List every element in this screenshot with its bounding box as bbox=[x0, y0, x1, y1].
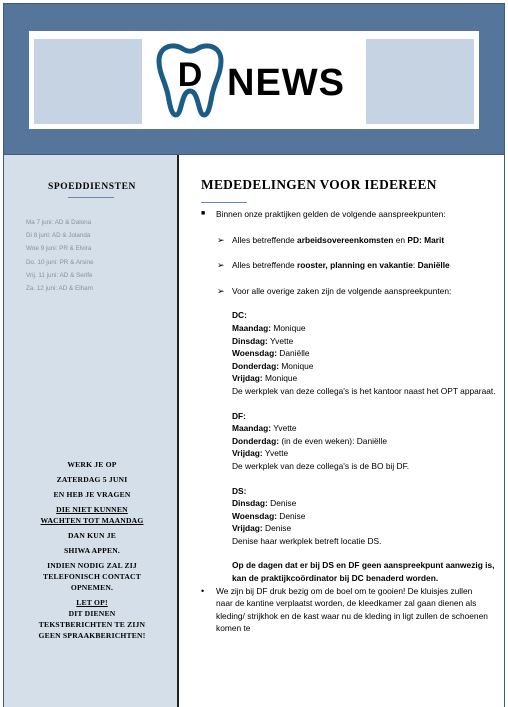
notice-line: ZATERDAG 5 JUNI bbox=[56, 475, 128, 484]
list-item bbox=[179, 259, 499, 272]
workplace-note: De werkplek van deze collega's is de BO bij DF. bbox=[232, 460, 410, 471]
day-label: Dinsdag: bbox=[232, 498, 268, 509]
day-label: Donderdag: bbox=[232, 360, 279, 371]
item-bold: PD: Marit bbox=[407, 234, 445, 245]
location-label: DC: bbox=[232, 310, 247, 321]
duty-item: Vrij. 11 juni: AD & Serife bbox=[26, 271, 93, 279]
item-text: Voor alle overige zaken zijn de volgende aanspreekpunten: bbox=[232, 285, 452, 296]
notice-warning: LET OP! bbox=[76, 598, 108, 607]
day-label: Dinsdag: bbox=[232, 335, 268, 346]
item-bold: Daniëlle bbox=[417, 260, 450, 271]
day-label: Vrijdag: bbox=[232, 448, 263, 459]
item-text: : bbox=[412, 260, 418, 271]
person-name: Yvette bbox=[271, 423, 297, 434]
notice-line: WERK JE OP bbox=[67, 460, 117, 469]
day-label: Donderdag: bbox=[232, 435, 279, 446]
header-side-box-left bbox=[34, 39, 142, 124]
list-item bbox=[179, 208, 489, 221]
arrow-bullet-icon: ➢ bbox=[217, 285, 225, 296]
person-name: Monique bbox=[262, 373, 298, 384]
main-content bbox=[179, 155, 505, 707]
person-name: Daniëlle bbox=[276, 348, 310, 359]
item-text: Alles betreffende bbox=[232, 260, 298, 271]
list-item bbox=[179, 285, 499, 298]
workplace-note: De werkplek van deze collega's is het kantoor naast het OPT apparaat. bbox=[232, 385, 496, 396]
df-renovation-text: We zijn bij DF druk bezig om de boel om te gooien! De kluisjes zullen naar de kantine verplaatst worden, de kleedkamer zal gaan dienen als kleding/ strijkhok en de kast waar nu de kleding in ligt zullen de schoenen komen te bbox=[216, 585, 488, 634]
square-bullet-icon: ■ bbox=[201, 210, 206, 217]
list-item bbox=[179, 585, 489, 635]
notice-line: WACHTEN TOT MAANDAG bbox=[40, 516, 144, 525]
notice-line: OPNEMEN. bbox=[70, 583, 114, 592]
duty-item: Di 8 juni: AD & Jolanda bbox=[26, 232, 91, 240]
day-label: Maandag: bbox=[232, 322, 272, 333]
notice-line: DAN KUN JE bbox=[68, 531, 116, 540]
duty-item: Do. 10 juni: PR & Arsine bbox=[26, 258, 94, 266]
item-text: Alles betreffende bbox=[232, 234, 298, 245]
day-label: Woensdag: bbox=[232, 348, 277, 359]
duty-list bbox=[26, 216, 94, 295]
announcement-body bbox=[179, 208, 505, 635]
logo-text: NEWS bbox=[226, 62, 345, 104]
coordinator-note bbox=[179, 559, 497, 584]
person-name: Monique bbox=[279, 360, 314, 371]
sidebar-title-divider bbox=[68, 197, 114, 198]
notice-line: DIT DIENEN bbox=[68, 609, 116, 618]
item-text: en bbox=[393, 234, 408, 245]
notice-line: DIE NIET KUNNEN bbox=[56, 505, 128, 514]
arrow-bullet-icon: ➢ bbox=[217, 234, 225, 245]
person-name: (in de even weken): Daniëlle bbox=[279, 435, 388, 446]
title-divider bbox=[201, 202, 247, 203]
logo-letter: D bbox=[177, 56, 202, 94]
list-item bbox=[179, 234, 499, 247]
intro-text: Binnen onze praktijken gelden de volgende aanspreekpunten: bbox=[216, 209, 446, 219]
person-name: Denise bbox=[262, 523, 292, 534]
workplace-note: Denise haar werkplek betreft locatie DS. bbox=[232, 535, 382, 546]
dnews-logo bbox=[142, 35, 365, 125]
day-label: Woensdag: bbox=[232, 510, 277, 521]
duty-item: Za. 12 juni: AD & Elham bbox=[26, 285, 93, 293]
person-name: Monique bbox=[271, 322, 306, 333]
notice-line: EN HEB JE VRAGEN bbox=[53, 490, 131, 499]
duty-item: Woe 9 juni: PR & Elvira bbox=[26, 245, 92, 253]
day-label: Vrijdag: bbox=[232, 523, 263, 534]
location-df bbox=[179, 410, 497, 473]
tooth-logo-icon bbox=[149, 39, 359, 121]
notice-line: SHIWA APPEN. bbox=[64, 546, 120, 555]
sidebar bbox=[3, 155, 179, 707]
person-name: Yvette bbox=[267, 335, 294, 346]
bold-note: Op de dagen dat er bij DS en DF geen aanspreekpunt aanwezig is, kan de praktijkcoördinator bij DC benaderd worden. bbox=[232, 560, 495, 584]
newsletter-header bbox=[3, 3, 505, 155]
arrow-bullet-icon: ➢ bbox=[217, 260, 225, 271]
item-bold: arbeidsovereenkomsten bbox=[297, 234, 394, 245]
day-label: Vrijdag: bbox=[232, 373, 263, 384]
person-name: Denise bbox=[267, 498, 297, 509]
weekend-notice bbox=[4, 459, 180, 641]
notice-line: INDIEN NODIG ZAL ZIJ bbox=[47, 561, 137, 570]
item-bold: rooster, planning en vakantie bbox=[297, 260, 413, 271]
duty-item: Ma 7 juni: AD & Dalona bbox=[26, 219, 92, 226]
person-name: Yvette bbox=[262, 448, 289, 459]
location-label: DF: bbox=[232, 410, 246, 421]
day-label: Maandag: bbox=[232, 423, 272, 434]
header-inner-panel bbox=[29, 31, 479, 129]
location-dc bbox=[179, 309, 497, 397]
person-name: Denise bbox=[276, 510, 306, 521]
page-title: MEDEDELINGEN VOOR IEDEREEN bbox=[201, 177, 437, 192]
location-label: DS: bbox=[232, 485, 247, 496]
notice-line: TEKSTBERICHTEN TE ZIJN bbox=[38, 620, 146, 629]
round-bullet-icon: • bbox=[201, 585, 205, 596]
notice-line: TELEFONISCH CONTACT bbox=[43, 572, 141, 581]
notice-line: GEEN SPRAAKBERICHTEN! bbox=[38, 631, 146, 640]
location-ds bbox=[179, 485, 497, 548]
header-side-box-right bbox=[366, 39, 474, 124]
sidebar-title: SPOEDDIENSTEN bbox=[47, 182, 137, 192]
